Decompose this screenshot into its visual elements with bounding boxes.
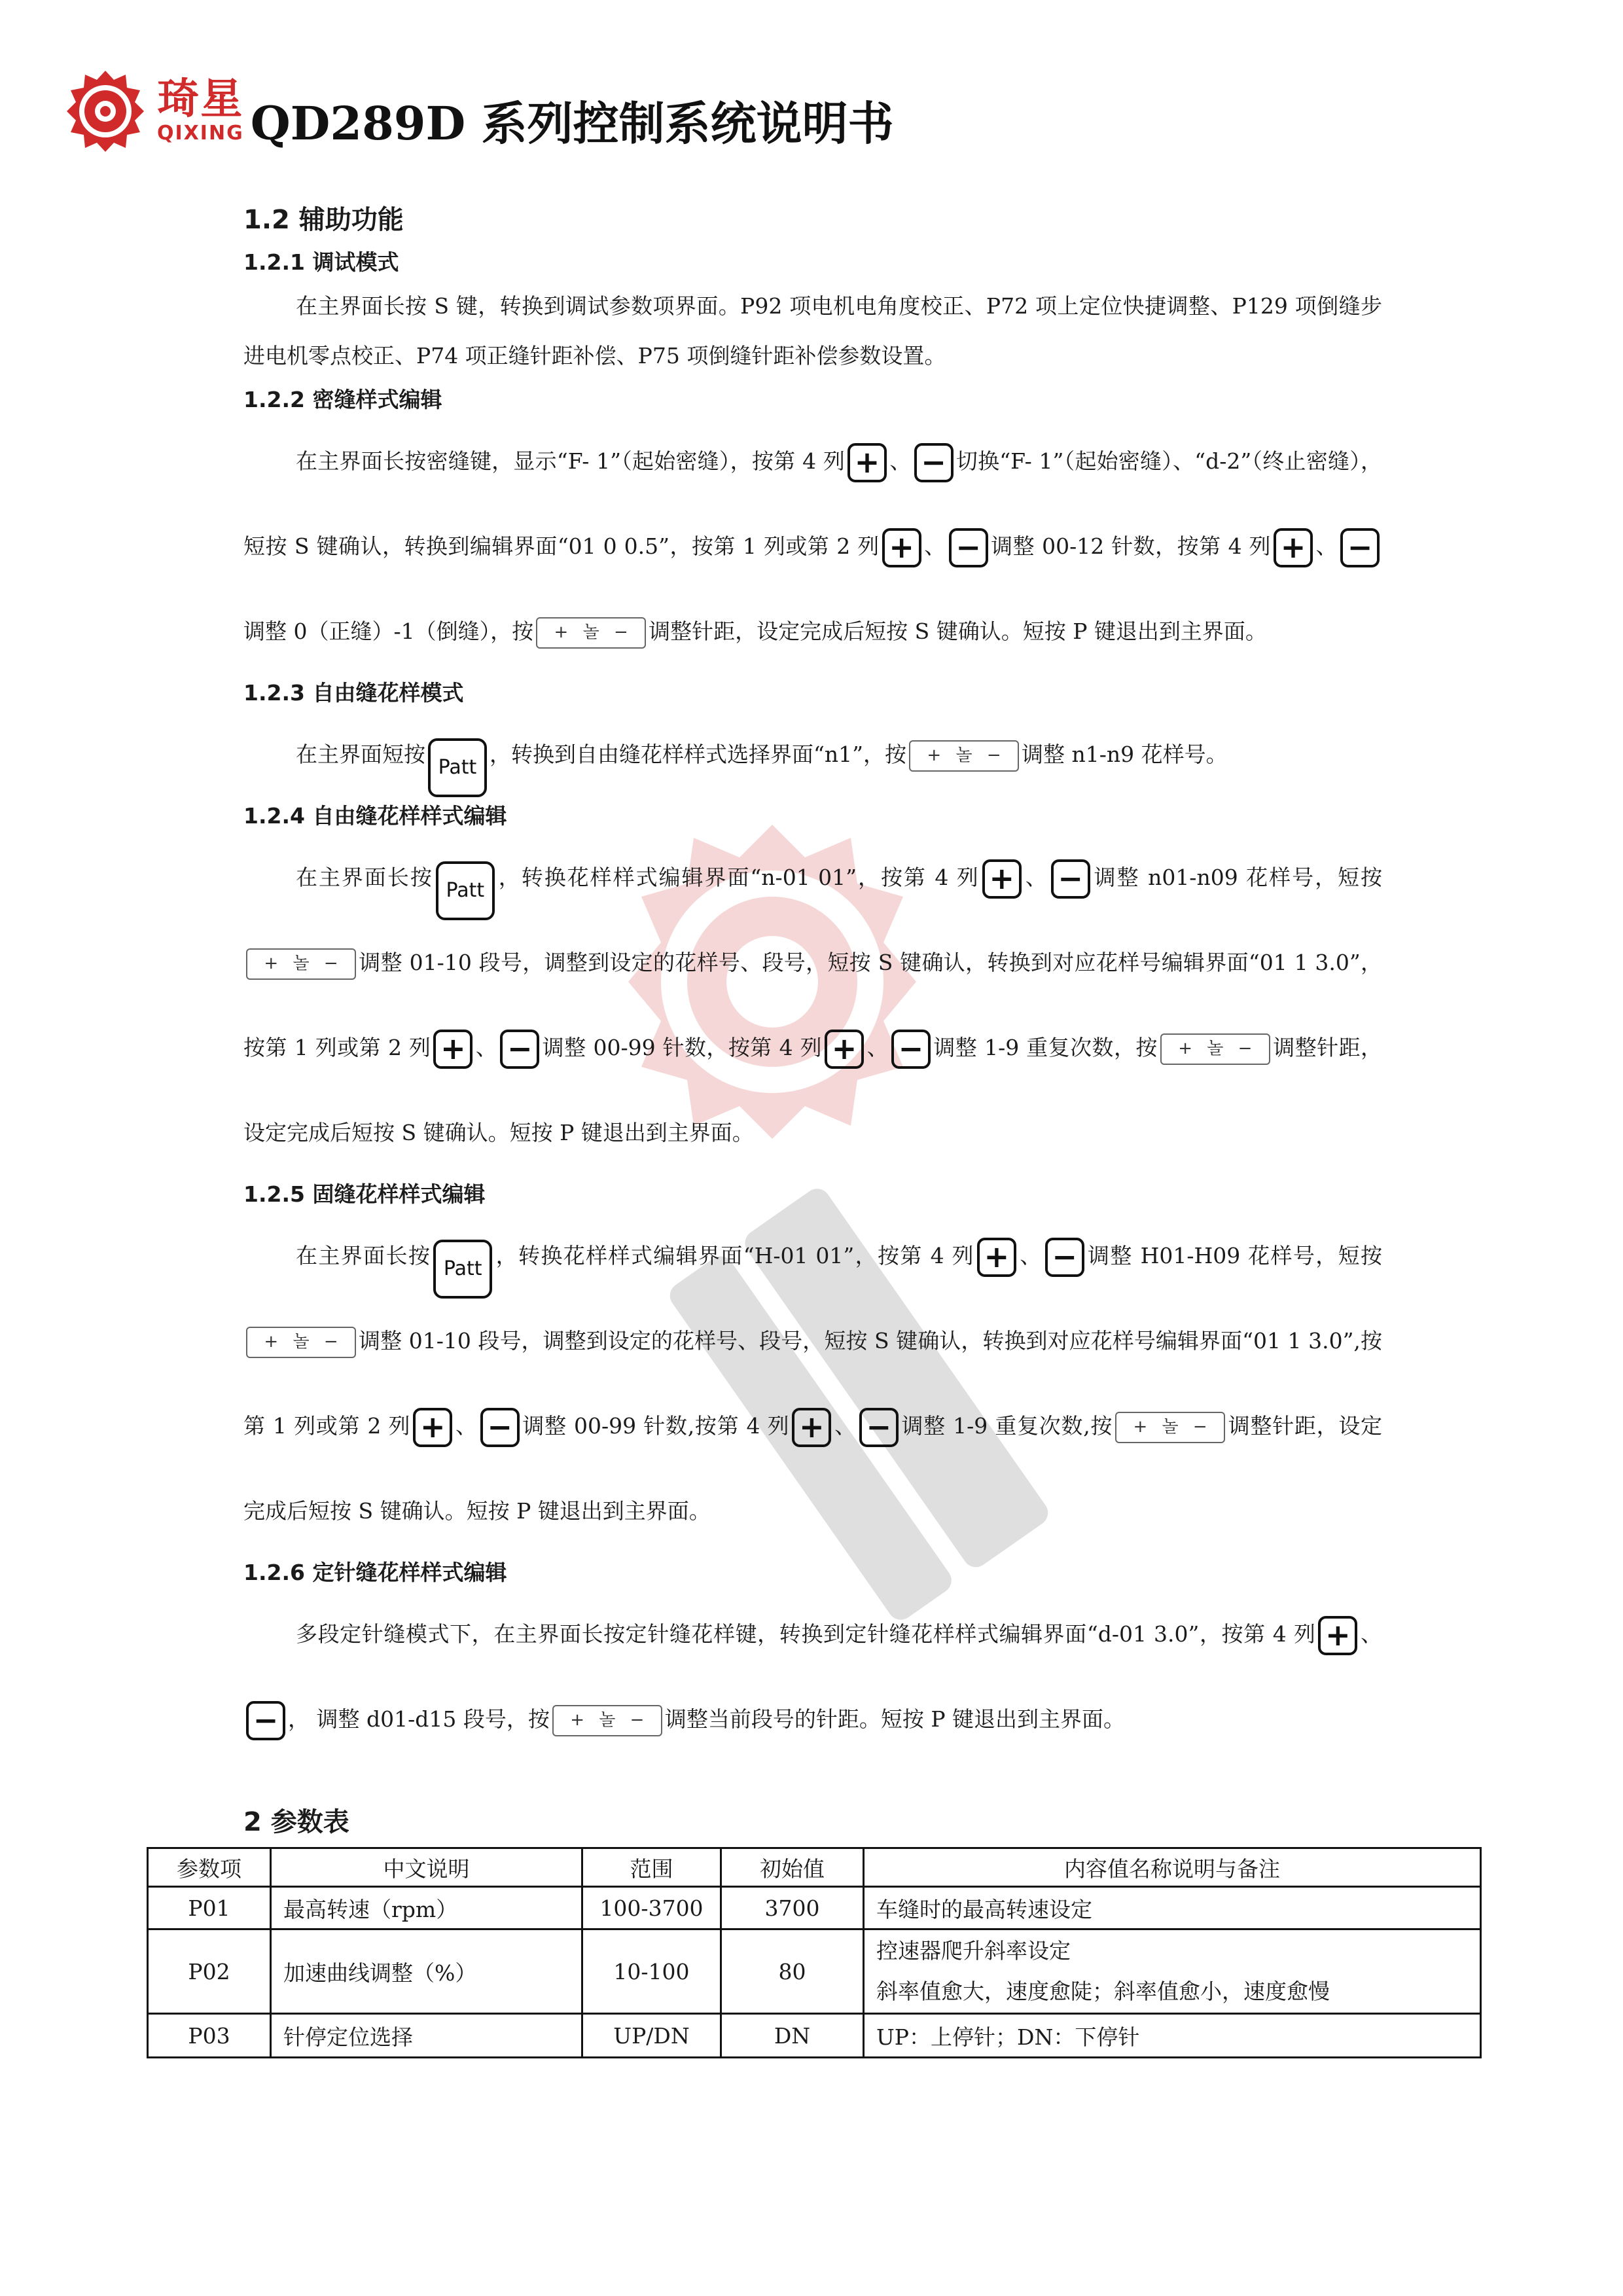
brand-cn: 琦星 xyxy=(157,75,244,124)
text-fragment: 调整针距，设定完成后短按 S 键确认。短按 P 键退出到主界面。 xyxy=(649,619,1267,644)
patt-key-icon: Patt xyxy=(436,861,495,920)
param-code: P01 xyxy=(148,1887,271,1929)
text-fragment: 调整 1-9 重复次数,按 xyxy=(901,1413,1113,1439)
minus-key-icon: − xyxy=(480,1408,520,1447)
text-fragment: ，转换到自由缝花样样式选择界面“n1”，按 xyxy=(490,742,906,767)
section-1-2-6-text: 多段定针缝模式下，在主界面长按定针缝花样键，转换到定针缝花样样式编辑界面“d-01 3.0”，按第 4 列 + 、− ， 调整 d01-d15 段号，按 + 놀 − 调整当前段号的针距。短按 P 键退出到主界面。 xyxy=(243,1592,1382,1762)
column-header: 内容值名称说明与备注 xyxy=(864,1848,1481,1887)
section-1-2-5-text: 在主界面长按Patt，转换花样样式编辑界面“H-01 01”，按第 4 列 + 、 − 调整 H01-H09 花样号，短按+ 놀 − 调整 01-10 段号，调整到设定的花样号、段号，短按 S 键确认，转换到对应花样号编辑界面“01 1 3.0”,按第 1 列或第 2 列 + 、 − 调整 00-99 针数,按第 4 列 + 、 − 调整 1-9 重复次数,按 + 놀 − 调整针距，设定完成后短按 S 键确认。短按 P 键退出到主界面。 xyxy=(243,1239,1383,1524)
text-fragment: 调整 n01-n09 花样号，短按 xyxy=(1092,865,1383,890)
text-fragment: 调整 1-9 重复次数，按 xyxy=(933,1035,1158,1060)
param-desc: 针停定位选择 xyxy=(271,2014,582,2058)
section-1-2-3-heading: 1.2.3 自由缝花样模式 xyxy=(243,680,464,706)
text-fragment: 调整当前段号的针距。短按 P 键退出到主界面。 xyxy=(664,1706,1126,1732)
plus-key-icon: + xyxy=(413,1408,452,1447)
minus-key-icon: − xyxy=(1045,1238,1084,1277)
param-note-line: 斜率值愈大，速度愈陡；斜率值愈小，速度愈慢 xyxy=(876,1979,1330,2004)
section-1-2-6-heading: 1.2.6 定针缝花样样式编辑 xyxy=(243,1560,507,1585)
param-desc: 加速曲线调整（%） xyxy=(271,1929,582,2014)
section-1-2-1-text: 在主界面长按 S 键，转换到调试参数项界面。P92 项电机电角度校正、P72 项上定位快捷调整、P129 项倒缝步进电机零点校正、P74 项正缝针距补偿、P75 项倒缝针距补偿参数设置。 xyxy=(243,293,1382,368)
stitch-adjust-key-icon: + 놀 − xyxy=(246,948,356,980)
column-header: 参数项 xyxy=(148,1848,271,1887)
stitch-adjust-key-icon: + 놀 − xyxy=(1115,1412,1225,1443)
param-init: 80 xyxy=(721,1929,864,2014)
section-1-2-1-heading: 1.2.1 调试模式 xyxy=(243,249,399,275)
minus-key-icon: − xyxy=(914,443,954,482)
stitch-adjust-key-icon: + 놀 − xyxy=(246,1327,356,1358)
section-1-2-4-text: 在主界面长按Patt，转换花样样式编辑界面“n-01 01”，按第 4 列 + 、 − 调整 n01-n09 花样号，短按+ 놀 − 调整 01-10 段号，调整到设定的花样号、段号，短按 S 键确认，转换到对应花样号编辑界面“01 1 3.0”，按第 1 列或第 2 列 + 、 − 调整 00-99 针数，按第 4 列 + 、 − 调整 1-9 重复次数，按 + 놀 − 调整针距，设定完成后短按 S 键确认。短按 P 键退出到主界面。 xyxy=(243,861,1383,1145)
param-note xyxy=(864,1929,1481,2014)
section-1-2-4-heading: 1.2.4 自由缝花样样式编辑 xyxy=(243,803,507,829)
text-fragment: 调整 00-99 针数,按第 4 列 xyxy=(522,1413,790,1439)
section-2-heading: 2 参数表 xyxy=(243,1807,349,1837)
text-fragment: 调整 0（正缝）-1（倒缝），按 xyxy=(243,619,534,644)
table-row xyxy=(148,2014,1481,2058)
brand-name xyxy=(157,77,244,145)
stitch-adjust-key-icon: + 놀 − xyxy=(552,1705,662,1736)
text-fragment: 在主界面长按密缝键，显示“F- 1”（起始密缝），按第 4 列 xyxy=(296,448,846,474)
minus-key-icon: − xyxy=(246,1701,285,1740)
param-note: UP：上停针；DN：下停针 xyxy=(864,2014,1481,2058)
text-fragment: 切换“F- 1”（起始密缝）、“d-2”（终止密缝），短按 S 键确认，转换到编辑界面“01 0 0.5”，按第 1 列或第 2 列 xyxy=(243,448,1382,559)
stitch-adjust-key-icon: + 놀 − xyxy=(536,617,646,649)
param-code: P03 xyxy=(148,2014,271,2058)
qixing-logo-icon xyxy=(63,68,148,153)
plus-key-icon: + xyxy=(433,1030,473,1069)
text-fragment: 调整针距，设定完成后短按 S 键确认。短按 P 键退出到主界面。 xyxy=(243,1413,1383,1524)
section-1-2-5-heading: 1.2.5 固缝花样样式编辑 xyxy=(243,1181,486,1207)
param-range: 100-3700 xyxy=(582,1887,721,1929)
minus-key-icon: − xyxy=(859,1408,899,1447)
section-1-2-2-text: 在主界面长按密缝键，显示“F- 1”（起始密缝），按第 4 列 + 、 − 切换“F- 1”（起始密缝）、“d-2”（终止密缝），短按 S 键确认，转换到编辑界面“01 0 0.5”，按第 1 列或第 2 列 + 、 − 调整 00-12 针数，按第 4 列 + 、 −调整 0（正缝）-1（倒缝），按 + 놀 − 调整针距，设定完成后短按 S 键确认。短按 P 键退出到主界面。 xyxy=(243,419,1382,674)
minus-key-icon: − xyxy=(500,1030,539,1069)
text-fragment: 调整 01-10 段号，调整到设定的花样号、段号，短按 S 键确认，转换到对应花样号编辑界面“01 1 3.0”,按第 1 列或第 2 列 xyxy=(243,1328,1382,1439)
section-1-2-heading: 1.2 辅助功能 xyxy=(243,205,404,235)
minus-key-icon: − xyxy=(1340,528,1380,567)
param-init: DN xyxy=(721,2014,864,2058)
text-fragment: 在主界面长按 xyxy=(296,865,433,890)
column-header: 中文说明 xyxy=(271,1848,582,1887)
patt-key-icon: Patt xyxy=(433,1240,492,1299)
text-fragment: ， 调整 d01-d15 段号，按 xyxy=(288,1706,550,1732)
plus-key-icon: + xyxy=(847,443,887,482)
text-fragment: 在主界面短按 xyxy=(296,742,425,767)
text-fragment: 多段定针缝模式下，在主界面长按定针缝花样键，转换到定针缝花样样式编辑界面“d-01 3.0”，按第 4 列 xyxy=(296,1621,1316,1647)
page-header xyxy=(63,68,894,153)
text-fragment: 调整 n1-n9 花样号。 xyxy=(1022,742,1228,767)
column-header: 范围 xyxy=(582,1848,721,1887)
table-row xyxy=(148,1929,1481,2014)
table-header-row xyxy=(148,1848,1481,1887)
text-fragment: 调整 00-99 针数，按第 4 列 xyxy=(542,1035,823,1060)
plus-key-icon: + xyxy=(977,1238,1016,1277)
param-init: 3700 xyxy=(721,1887,864,1929)
column-header: 初始值 xyxy=(721,1848,864,1887)
plus-key-icon: + xyxy=(792,1408,831,1447)
stitch-adjust-key-icon: + 놀 − xyxy=(909,740,1019,772)
plus-key-icon: + xyxy=(825,1030,864,1069)
text-fragment: ，转换花样样式编辑界面“n-01 01”，按第 4 列 xyxy=(497,865,980,890)
text-fragment: 调整针距，设定完成后短按 S 键确认。短按 P 键退出到主界面。 xyxy=(243,1035,1383,1145)
minus-key-icon: − xyxy=(891,1030,931,1069)
parameter-table xyxy=(147,1847,1482,2058)
param-desc: 最高转速（rpm） xyxy=(271,1887,582,1929)
text-fragment: ，转换花样样式编辑界面“H-01 01”，按第 4 列 xyxy=(495,1243,974,1268)
text-fragment: 调整 00-12 针数，按第 4 列 xyxy=(990,533,1272,559)
plus-key-icon: + xyxy=(982,859,1022,899)
plus-key-icon: + xyxy=(1318,1616,1357,1655)
text-fragment: 调整 H01-H09 花样号，短按 xyxy=(1086,1243,1383,1268)
content-body xyxy=(243,196,1382,1762)
document-title: QD289D 系列控制系统说明书 xyxy=(250,96,894,151)
param-note-line: 控速器爬升斜率设定 xyxy=(876,1938,1071,1964)
plus-key-icon: + xyxy=(882,528,921,567)
minus-key-icon: − xyxy=(1051,859,1090,899)
section-1-2-3-text xyxy=(243,712,1382,797)
stitch-adjust-key-icon: + 놀 − xyxy=(1160,1033,1270,1065)
param-note: 车缝时的最高转速设定 xyxy=(864,1887,1481,1929)
section-1-2-2-heading: 1.2.2 密缝样式编辑 xyxy=(243,387,442,412)
table-row xyxy=(148,1887,1481,1929)
param-range: UP/DN xyxy=(582,2014,721,2058)
brand-en: QIXING xyxy=(157,122,244,145)
text-fragment: 调整 01-10 段号，调整到设定的花样号、段号，短按 S 键确认，转换到对应花样号编辑界面“01 1 3.0”，按第 1 列或第 2 列 xyxy=(243,950,1382,1060)
param-code: P02 xyxy=(148,1929,271,2014)
patt-key-icon: Patt xyxy=(428,738,487,797)
param-range: 10-100 xyxy=(582,1929,721,2014)
plus-key-icon: + xyxy=(1274,528,1313,567)
minus-key-icon: − xyxy=(949,528,988,567)
text-fragment: 在主界面长按 xyxy=(296,1243,431,1268)
